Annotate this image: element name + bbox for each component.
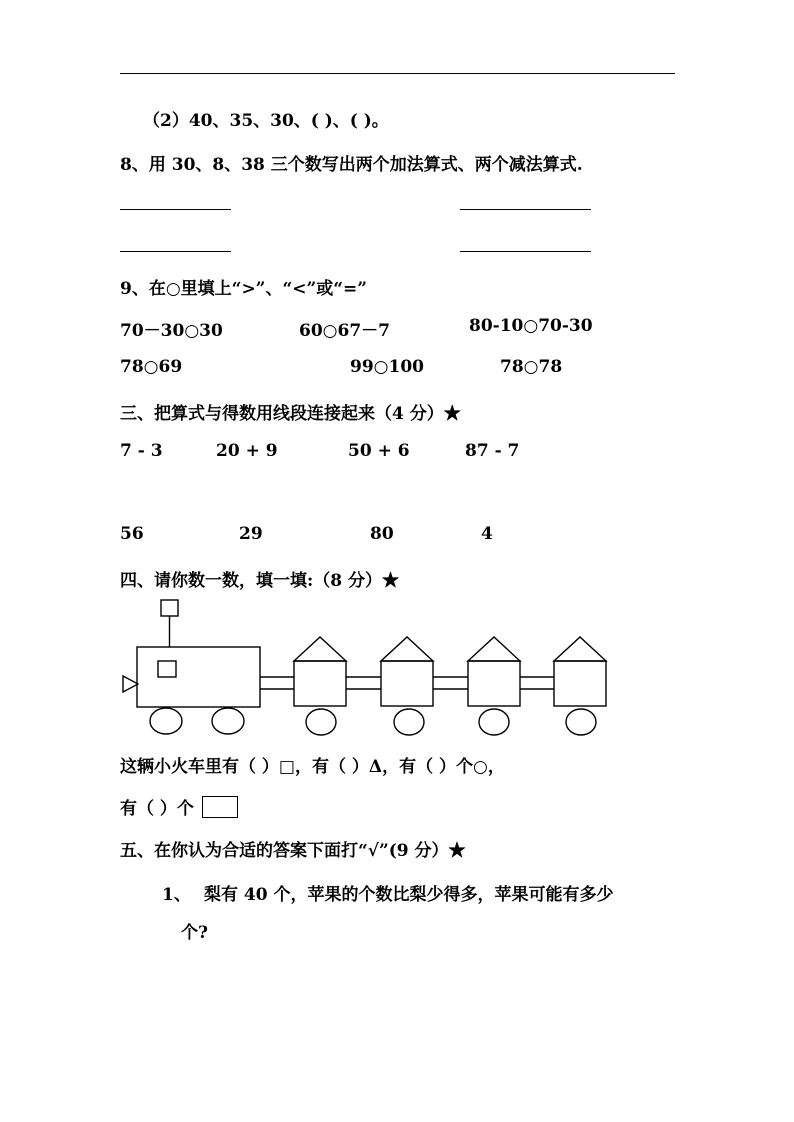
wheel-circle (566, 709, 596, 735)
expression: 87 - 7 (465, 441, 520, 461)
answer-blank[interactable] (460, 251, 591, 252)
train-figure (110, 592, 620, 742)
section5-title: 五、在你认为合适的答案下面打“√”(9 分）★ (120, 841, 466, 861)
engine-body (137, 647, 260, 707)
answer-blank[interactable] (120, 251, 231, 252)
car-body (381, 661, 433, 706)
answer-blank[interactable] (120, 209, 231, 210)
q8-title: 8、用 30、8、38 三个数写出两个加法算式、两个减法算式. (120, 155, 583, 175)
car-body (468, 661, 520, 706)
expression: 20 + 9 (216, 441, 278, 461)
compare-item[interactable]: 78○69 (120, 357, 183, 377)
car-roof-triangle (468, 637, 520, 661)
header-rule (120, 73, 675, 74)
car-body (554, 661, 606, 706)
count-fill-line-1: 这辆小火车里有（ ）□，有（ ）Δ，有（ ）个○， (120, 757, 505, 777)
result-value: 4 (481, 524, 493, 544)
expression: 50 + 6 (348, 441, 410, 461)
section3-title: 三、把算式与得数用线段连接起来（4 分）★ (120, 404, 461, 424)
rectangle-shape-icon (202, 796, 238, 818)
wheel-circle (479, 709, 509, 735)
compare-item[interactable]: 70－30○30 (120, 321, 223, 341)
answer-blank[interactable] (460, 209, 591, 210)
section4-title: 四、请你数一数，填一填:（8 分）★ (120, 571, 400, 591)
sequence-question: （2）40、35、30、( )、( )。 (143, 111, 389, 131)
count-fill-text: 有（ ）个 (120, 799, 194, 819)
compare-item[interactable]: 99○100 (350, 357, 424, 377)
expression: 7 - 3 (120, 441, 163, 461)
q1-text: 梨有 40 个，苹果的个数比梨少得多，苹果可能有多少 (204, 885, 614, 905)
car-roof-triangle (381, 637, 433, 661)
car-roof-triangle (294, 637, 346, 661)
engine-triangle (123, 676, 138, 692)
wheel-circle (394, 709, 424, 735)
wheel-circle (306, 709, 336, 735)
result-value: 29 (239, 524, 263, 544)
car-body (294, 661, 346, 706)
chimney-square (161, 600, 178, 616)
compare-item[interactable]: 78○78 (500, 357, 563, 377)
q1-number: 1、 (162, 885, 191, 905)
q1-text-continued: 个? (181, 923, 208, 943)
compare-item[interactable]: 80-10○70-30 (469, 316, 593, 336)
q9-title: 9、在○里填上“>”、“<”或“=” (120, 279, 368, 299)
result-value: 56 (120, 524, 144, 544)
wheel-circle (212, 708, 244, 734)
engine-window (158, 661, 176, 677)
result-value: 80 (370, 524, 394, 544)
wheel-circle (150, 708, 182, 734)
car-roof-triangle (554, 637, 606, 661)
compare-item[interactable]: 60○67－7 (299, 321, 390, 341)
count-fill-line-2 (120, 794, 238, 819)
